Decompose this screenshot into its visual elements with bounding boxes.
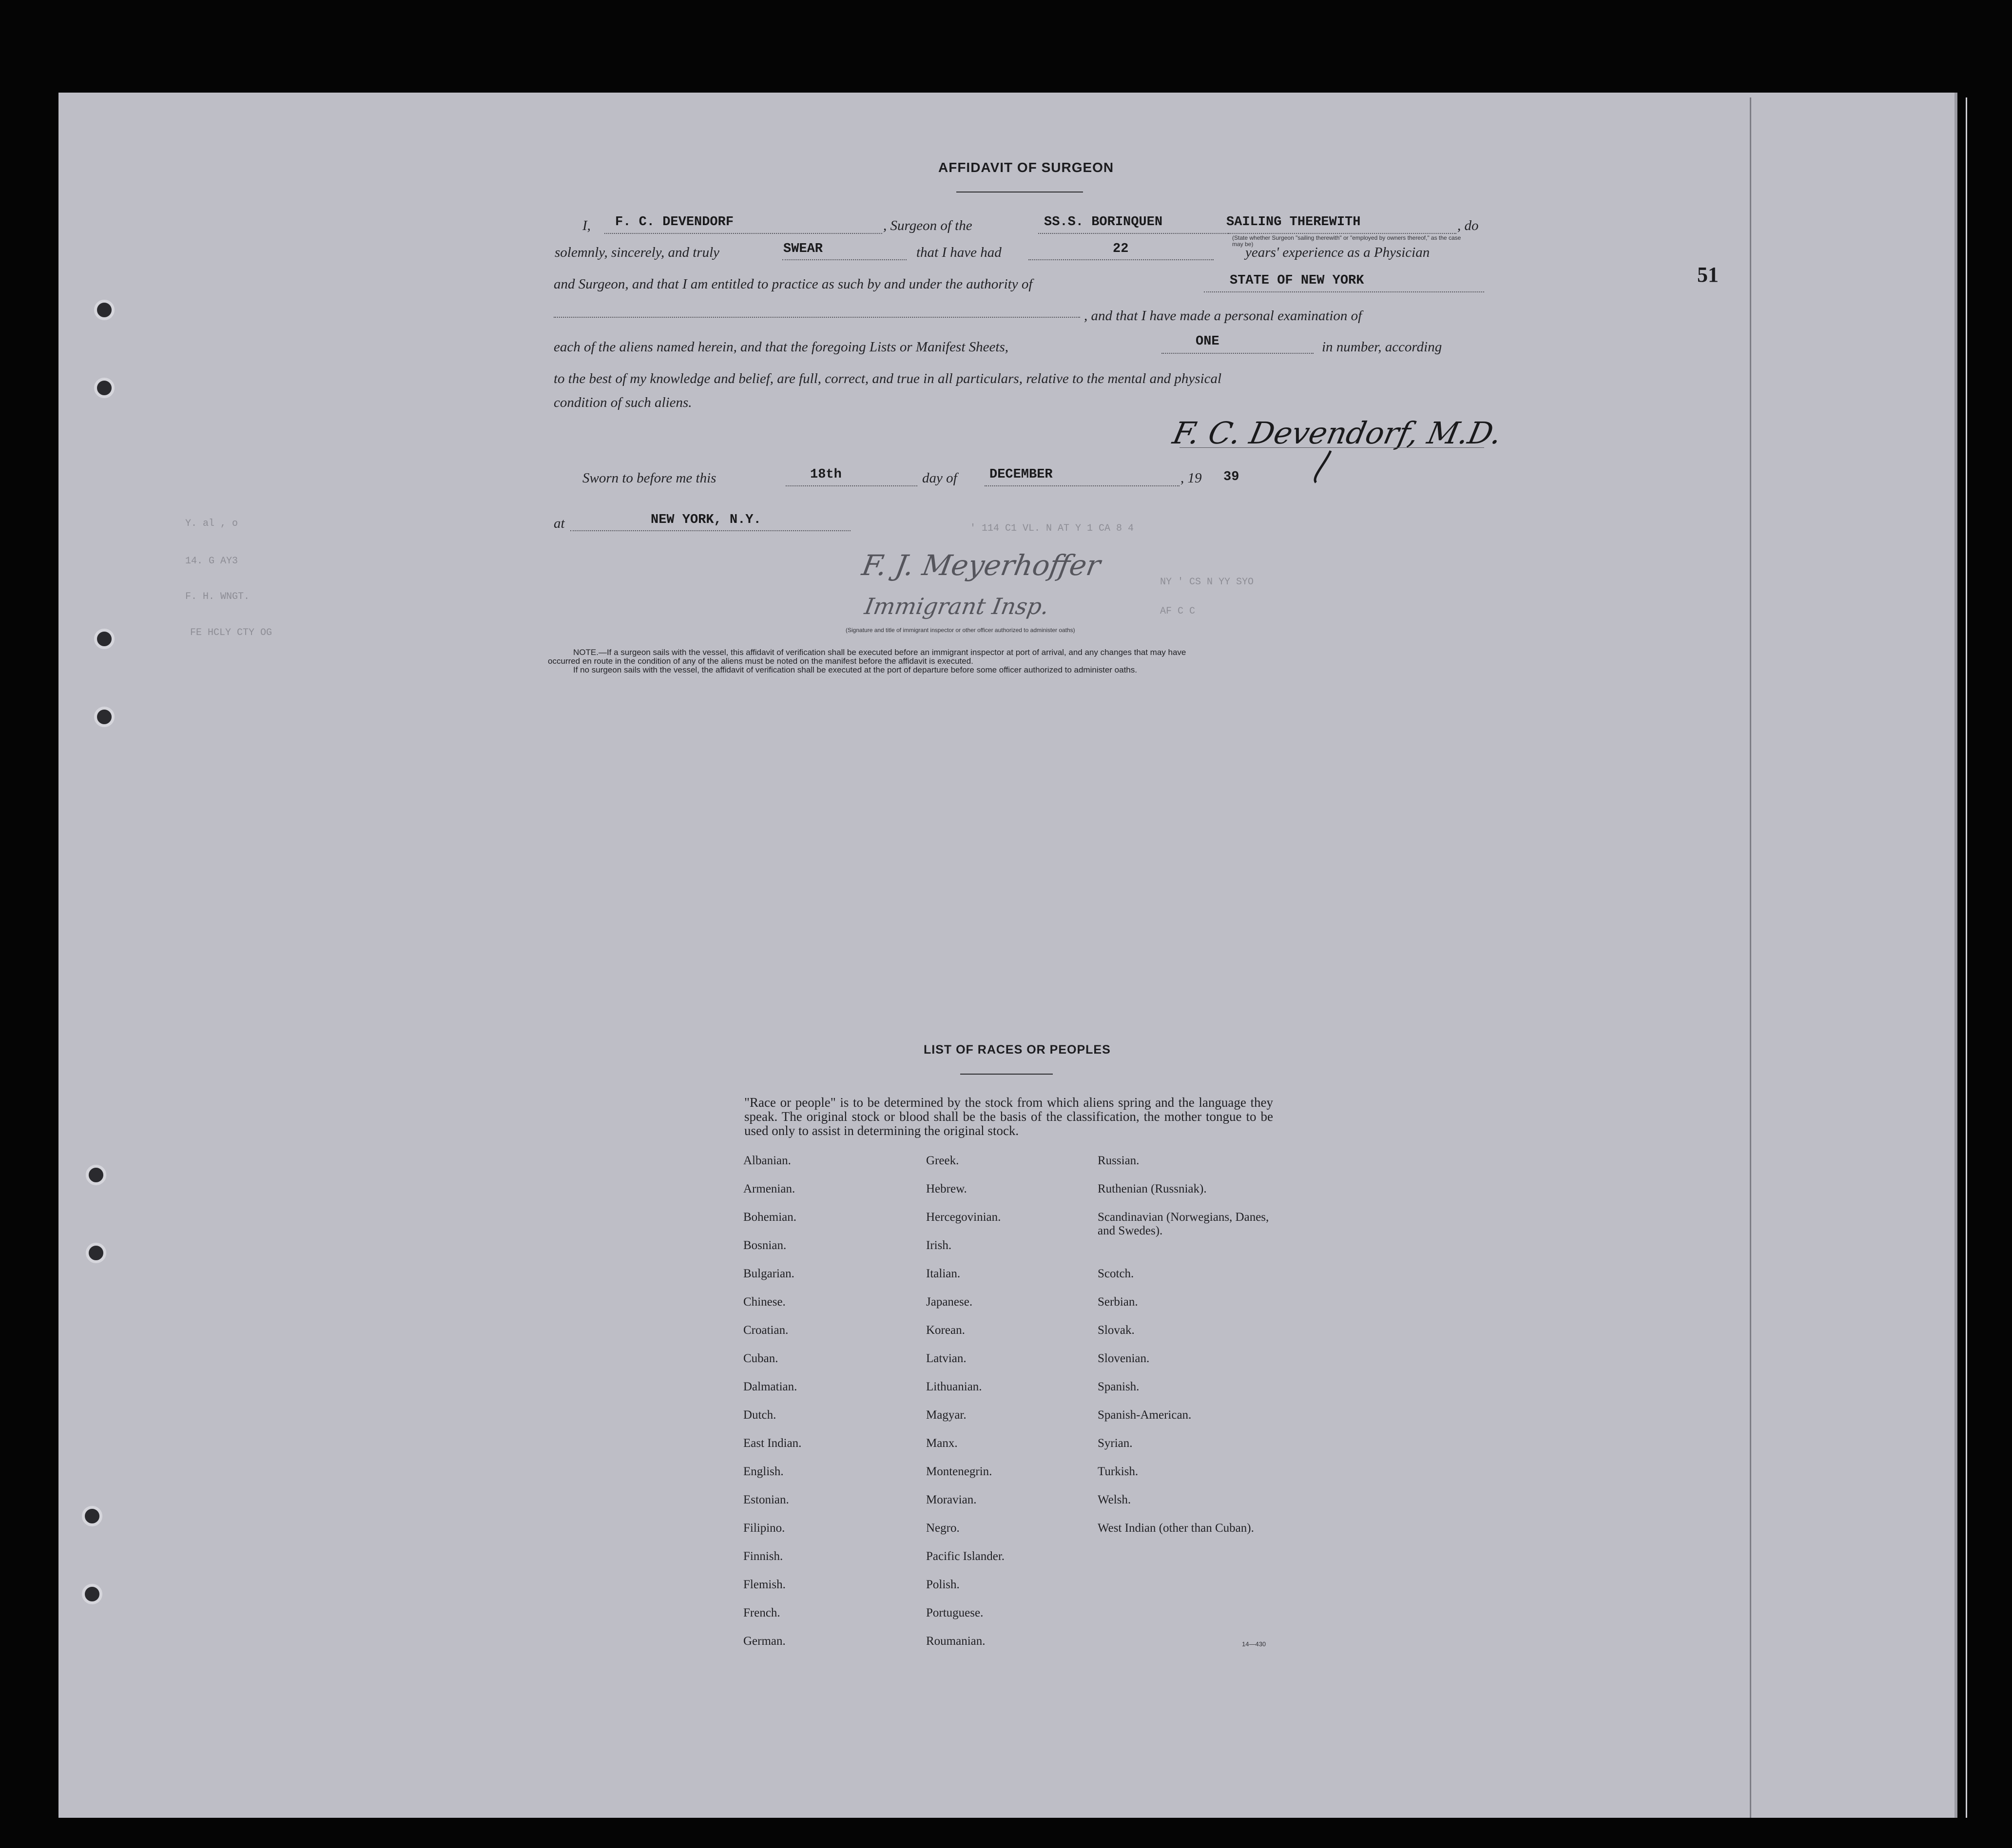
race-item: Hercegovinian. <box>926 1211 1001 1224</box>
bleed-through-text: ' 114 C1 VL. N AT Y 1 CA 8 4 <box>970 523 1134 534</box>
race-item: Chinese. <box>743 1295 786 1309</box>
race-item: Spanish. <box>1098 1380 1140 1393</box>
place-dotted-line <box>570 530 851 531</box>
do-label: , do <box>1457 218 1479 233</box>
knowledge-label: to the best of my knowledge and belief, are full, correct, and true in all particulars, relative to the mental and physical <box>554 371 1222 386</box>
races-title-rule <box>960 1074 1053 1075</box>
races-title: LIST OF RACES OR PEOPLES <box>924 1043 1111 1057</box>
note-line-3: If no surgeon sails with the vessel, the affidavit of verification shall be executed at the port of departure before some officer authorized to administer oaths. <box>573 665 1137 674</box>
race-item: Japanese. <box>926 1295 973 1309</box>
month-dotted-line <box>985 485 1180 486</box>
race-item: Montenegrin. <box>926 1465 992 1478</box>
race-item: Italian. <box>926 1267 961 1280</box>
officer-signature-text: F. J. Meyerhoffer <box>859 549 1103 582</box>
signature-line <box>1180 447 1484 448</box>
in-number-label: in number, according <box>1322 339 1442 355</box>
oath-dotted-line <box>782 259 907 260</box>
race-item: Filipino. <box>743 1521 785 1535</box>
form-number: 14—430 <box>1242 1640 1266 1648</box>
race-item: West Indian (other than Cuban). <box>1098 1521 1254 1535</box>
race-item: Russian. <box>1098 1154 1140 1167</box>
race-item: Lithuanian. <box>926 1380 982 1393</box>
sworn-label: Sworn to before me this <box>582 470 716 486</box>
surgeon-signature-text: F. C. Devendorf, M.D. <box>1169 415 1505 451</box>
race-item: Cuban. <box>743 1352 778 1365</box>
authority-continued-line <box>554 317 1080 318</box>
officer-signature <box>848 536 1150 629</box>
race-item: Manx. <box>926 1437 958 1450</box>
years-label: years' experience as a Physician <box>1245 245 1430 260</box>
race-item: Armenian. <box>743 1182 795 1195</box>
bleed-through-text: NY ' CS N YY SYO <box>1160 577 1254 588</box>
vessel-dotted-line <box>1038 233 1228 234</box>
sworn-day: 18th <box>810 467 842 482</box>
i-label: I, <box>582 218 591 233</box>
bleed-through-text: FE HCLY CTY OG <box>190 627 272 638</box>
race-item: East Indian. <box>743 1437 802 1450</box>
bleed-through-text: F. H. WNGT. <box>185 591 250 602</box>
condition-label: condition of such aliens. <box>554 395 692 410</box>
years-dotted-line <box>1028 259 1214 260</box>
binder-hole <box>86 1243 106 1263</box>
day-of-label: day of <box>922 470 957 486</box>
oath-word: SWEAR <box>783 242 823 256</box>
binder-hole <box>94 378 115 398</box>
race-item: Negro. <box>926 1521 960 1535</box>
race-item: German. <box>743 1635 786 1648</box>
year-prefix: , 19 <box>1180 470 1202 486</box>
bleed-through-text: 14. G AY3 <box>185 556 238 567</box>
race-item: Scotch. <box>1098 1267 1134 1280</box>
surgeon-signature <box>1169 404 1505 487</box>
race-item: Albanian. <box>743 1154 791 1167</box>
day-dotted-line <box>786 485 917 486</box>
binder-hole <box>82 1584 102 1604</box>
race-item: Irish. <box>926 1239 952 1252</box>
race-item: Magyar. <box>926 1408 967 1422</box>
binder-hole <box>94 629 115 649</box>
race-item: Portuguese. <box>926 1606 984 1619</box>
race-item: Dalmatian. <box>743 1380 797 1393</box>
race-item: Syrian. <box>1098 1437 1133 1450</box>
at-label: at <box>554 516 565 531</box>
race-item: Turkish. <box>1098 1465 1139 1478</box>
page-number: 51 <box>1697 263 1719 287</box>
sworn-year: 39 <box>1223 470 1239 484</box>
have-had-label: that I have had <box>916 245 1002 260</box>
aliens-label: each of the aliens named herein, and that the foregoing Lists or Manifest Sheets, <box>554 339 1008 355</box>
status-dotted-line <box>1228 233 1456 234</box>
authority-dotted-line <box>1204 291 1484 292</box>
race-item: French. <box>743 1606 780 1619</box>
sheets-count: ONE <box>1196 334 1219 349</box>
authority-value: STATE OF NEW YORK <box>1230 273 1364 288</box>
race-item: Spanish-American. <box>1098 1408 1192 1422</box>
race-item: Slovak. <box>1098 1324 1135 1337</box>
race-item: Finnish. <box>743 1550 783 1563</box>
bleed-through-text: AF C C <box>1160 606 1196 617</box>
place-value: NEW YORK, N.Y. <box>651 513 761 527</box>
race-item: Korean. <box>926 1324 965 1337</box>
officer-title-text: Immigrant Insp. <box>862 593 1051 619</box>
race-item: Roumanian. <box>926 1635 986 1648</box>
note-line-2: occurred en route in the condition of any of the aliens must be noted on the manifest before the affidavit is executed. <box>548 656 973 666</box>
race-item: Welsh. <box>1098 1493 1131 1506</box>
binder-hole <box>94 300 115 320</box>
solemnly-label: solemnly, sincerely, and truly <box>555 245 720 260</box>
race-item: Bohemian. <box>743 1211 797 1224</box>
officer-caption: (Signature and title of immigrant inspector or other officer authorized to administer oaths) <box>846 627 1075 634</box>
race-item: Scandinavian (Norwegians, Danes, and Swedes). <box>1098 1211 1269 1237</box>
race-item: Latvian. <box>926 1352 967 1365</box>
race-item: Croatian. <box>743 1324 789 1337</box>
affidavit-title: AFFIDAVIT OF SURGEON <box>938 160 1114 175</box>
race-item: Bosnian. <box>743 1239 787 1252</box>
binder-hole <box>82 1506 102 1526</box>
bleed-through-text: Y. al , o <box>185 518 238 529</box>
race-item: Bulgarian. <box>743 1267 794 1280</box>
race-item: Ruthenian (Russniak). <box>1098 1182 1207 1195</box>
race-item: Hebrew. <box>926 1182 967 1195</box>
race-item: Serbian. <box>1098 1295 1138 1309</box>
sheets-dotted-line <box>1161 353 1314 354</box>
race-item: Estonian. <box>743 1493 789 1506</box>
surgeon-of-label: , Surgeon of the <box>883 218 972 233</box>
and-surgeon-label: and Surgeon, and that I am entitled to practice as such by and under the authority of <box>554 276 1033 292</box>
race-item: Flemish. <box>743 1578 786 1591</box>
note-line-1: NOTE.—If a surgeon sails with the vessel, this affidavit of verification shall be executed before an immigrant inspector at port of arrival, and any changes that may have <box>573 648 1186 657</box>
race-item: Moravian. <box>926 1493 977 1506</box>
race-item: Slovenian. <box>1098 1352 1150 1365</box>
sworn-month: DECEMBER <box>989 467 1053 482</box>
race-item: Greek. <box>926 1154 959 1167</box>
race-item: Pacific Islander. <box>926 1550 1005 1563</box>
binder-hole <box>94 707 115 727</box>
examination-label: , and that I have made a personal examination of <box>1084 308 1362 324</box>
surgeon-name: F. C. DEVENDORF <box>615 215 734 230</box>
sailing-status: SAILING THEREWITH <box>1226 215 1361 230</box>
races-intro: "Race or people" is to be determined by the stock from which aliens spring and the language they speak. The original stock or blood shall be the basis of the classification, the mother tongue to be used only to assist in determining the original stock. <box>744 1095 1273 1138</box>
binder-hole <box>86 1165 106 1185</box>
status-note: (State whether Surgeon "sailing therewith" or "employed by owners thereof," as the case may be) <box>1232 234 1461 248</box>
race-item: Polish. <box>926 1578 960 1591</box>
vessel-name: SS.S. BORINQUEN <box>1044 215 1163 230</box>
years-value: 22 <box>1113 242 1129 256</box>
name-dotted-line <box>604 233 882 234</box>
race-item: Dutch. <box>743 1408 776 1422</box>
race-item: English. <box>743 1465 784 1478</box>
